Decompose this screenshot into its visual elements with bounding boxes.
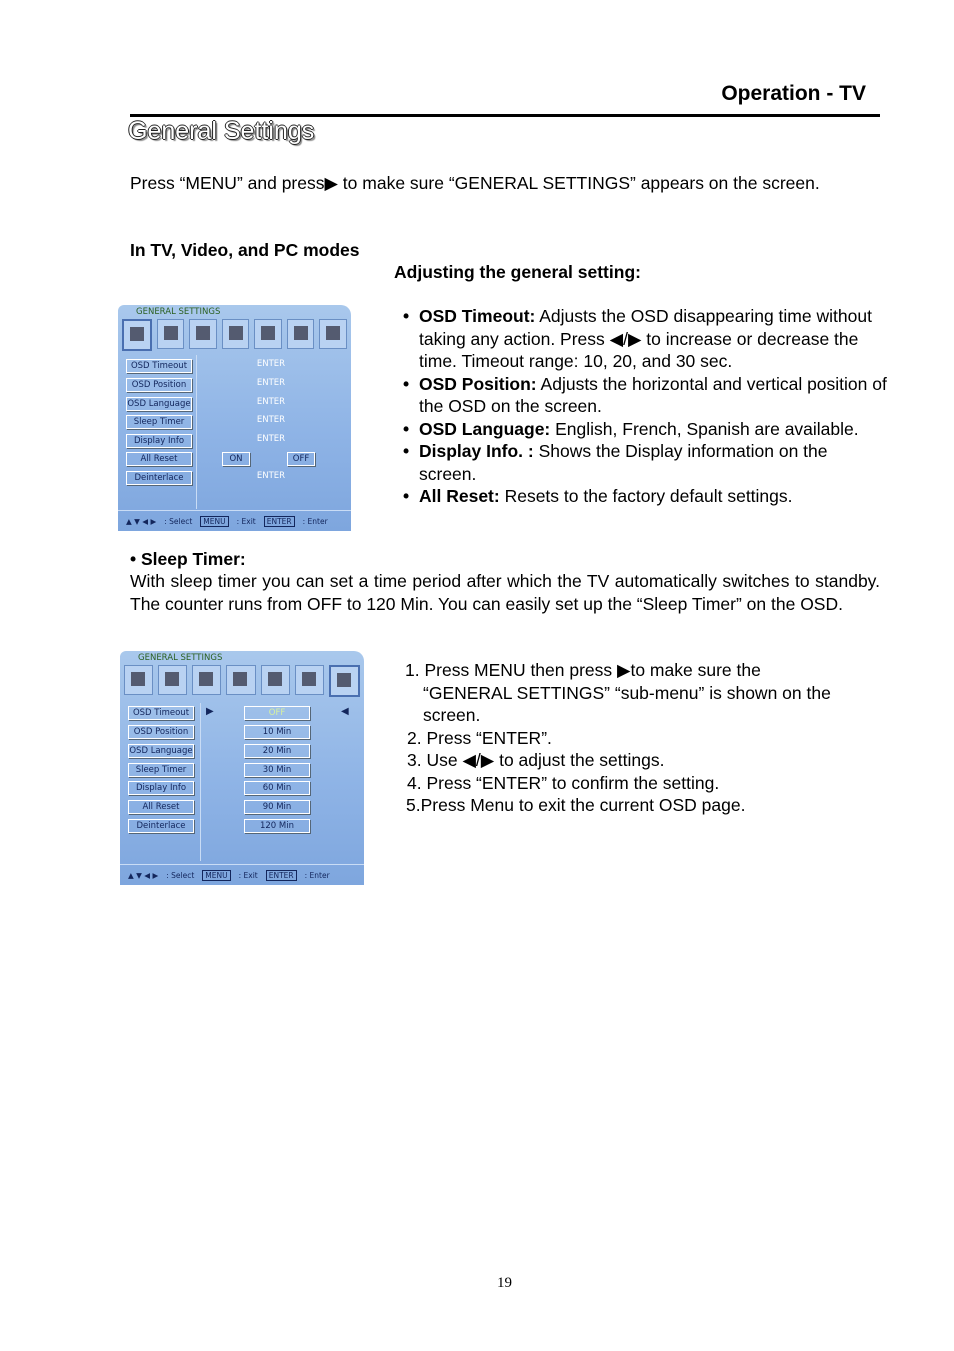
nav-arrows-icon: ▲ ▼ ◀ ▶ xyxy=(128,870,159,880)
osd-screenshot-sleep-timer xyxy=(120,651,364,885)
step-line: 2. Press “ENTER”. xyxy=(407,727,552,748)
enter-key: ENTER xyxy=(264,516,295,527)
right-arrow-icon: ▶ xyxy=(206,706,214,717)
osd-divider xyxy=(196,355,197,509)
sleep-timer-heading: • Sleep Timer: xyxy=(130,549,246,569)
section-title: Operation - TV xyxy=(721,82,866,105)
osd-menu-item: OSD Timeout xyxy=(126,359,192,373)
osd-header: GENERAL SETTINGS xyxy=(138,653,223,663)
osd-divider xyxy=(200,703,201,861)
osd-footer xyxy=(120,864,364,885)
speaker-icon xyxy=(192,665,221,695)
menu-key: MENU xyxy=(202,870,230,881)
osd-value: ENTER xyxy=(256,471,286,481)
osd-menu-item: Deinterlace xyxy=(126,471,192,485)
pen-icon xyxy=(319,319,347,349)
picture-icon xyxy=(158,665,187,695)
bullet-display-info: • Display Info. : Shows the Display information on the screen. xyxy=(403,441,828,484)
nav-arrows-icon: ▲ ▼ ◀ ▶ xyxy=(126,516,157,526)
settings-bullet-list xyxy=(397,305,887,508)
sleep-timer-paragraph: With sleep timer you can set a time period after which the TV automatically switches to standby. The counter runs from OFF to 120 Min. You can easily set up the “Sleep Timer” on the OSD. xyxy=(130,571,880,614)
picture-icon xyxy=(157,319,185,349)
osd-option: 30 Min xyxy=(244,763,310,777)
osd-off-box: OFF xyxy=(287,452,315,466)
tools-icon xyxy=(261,665,290,695)
window-icon xyxy=(222,319,250,349)
tv-icon xyxy=(122,319,152,351)
osd-option: 60 Min xyxy=(244,781,310,795)
osd-menu-item: All Reset xyxy=(126,452,192,466)
exit-hint: : Exit xyxy=(236,516,256,526)
step-line: screen. xyxy=(423,705,481,725)
osd-menu-item: OSD Language xyxy=(127,399,191,409)
pen-icon xyxy=(329,665,360,697)
enter-hint: : Enter xyxy=(302,516,328,526)
osd-icon-bar xyxy=(124,665,360,701)
osd-option: 120 Min xyxy=(244,819,310,833)
osd-on-box: ON xyxy=(222,452,250,466)
left-arrow-icon: ◀ xyxy=(341,706,349,717)
page-title: General Settings xyxy=(128,117,315,145)
page-number: 19 xyxy=(497,1275,512,1291)
osd-footer xyxy=(118,510,351,531)
osd-menu-item: All Reset xyxy=(128,800,194,814)
osd-menu-item: Sleep Timer xyxy=(128,763,194,777)
bullet-osd-language: • OSD Language: English, French, Spanish are available. xyxy=(403,418,859,439)
osd-option: 90 Min xyxy=(244,800,310,814)
step-line: 5.Press Menu to exit the current OSD page. xyxy=(406,795,746,815)
osd-menu-item: OSD Position xyxy=(126,378,192,392)
lock-icon xyxy=(295,665,324,695)
section-header xyxy=(130,82,880,117)
osd-value: ENTER xyxy=(256,415,286,425)
enter-hint: : Enter xyxy=(304,870,330,880)
osd-value: ENTER xyxy=(256,378,286,388)
tv-icon xyxy=(124,665,153,695)
steps-list xyxy=(405,659,885,817)
window-icon xyxy=(226,665,255,695)
osd-icon-bar xyxy=(122,319,347,355)
step-line: 1. Press MENU then press ▶to make sure the xyxy=(405,660,761,680)
modes-heading: In TV, Video, and PC modes xyxy=(130,240,360,260)
adjust-heading: Adjusting the general setting: xyxy=(394,262,641,282)
osd-menu-item: OSD Language xyxy=(129,746,193,756)
osd-menu-item: OSD Position xyxy=(128,725,194,739)
intro-paragraph: Press “MENU” and press▶ to make sure “GENERAL SETTINGS” appears on the screen. xyxy=(130,173,820,193)
osd-value: ENTER xyxy=(256,397,286,407)
enter-key: ENTER xyxy=(266,870,297,881)
speaker-icon xyxy=(189,319,217,349)
osd-header: GENERAL SETTINGS xyxy=(136,307,221,317)
step-line: “GENERAL SETTINGS” “sub-menu” is shown on the xyxy=(423,682,831,703)
step-line: 3. Use ◀/▶ to adjust the settings. xyxy=(407,750,665,770)
osd-screenshot-general-settings xyxy=(118,305,351,531)
osd-option: 10 Min xyxy=(244,725,310,739)
osd-menu-item: Deinterlace xyxy=(128,819,194,833)
exit-hint: : Exit xyxy=(238,870,258,880)
menu-key: MENU xyxy=(200,516,228,527)
osd-option: 20 Min xyxy=(244,744,310,758)
step-line: 4. Press “ENTER” to confirm the setting. xyxy=(407,772,720,793)
bullet-osd-timeout: • OSD Timeout: Adjusts the OSD disappearing time without taking any action. Press ◀/▶ to increase or decrease the time. Timeout range: 10, 20, and 30 sec. xyxy=(403,306,872,371)
osd-menu-item: Display Info xyxy=(128,781,194,795)
tools-icon xyxy=(254,319,282,349)
select-hint: : Select xyxy=(164,516,193,526)
select-hint: : Select xyxy=(166,870,195,880)
osd-value: ENTER xyxy=(256,434,286,444)
osd-option-selected: OFF xyxy=(244,706,310,720)
osd-menu-item: Display Info xyxy=(126,434,192,448)
bullet-all-reset: • All Reset: Resets to the factory default settings. xyxy=(403,486,793,506)
bullet-osd-position: • OSD Position: Adjusts the horizontal and vertical position of the OSD on the screen. xyxy=(403,373,887,416)
lock-icon xyxy=(287,319,315,349)
osd-menu-item: Sleep Timer xyxy=(126,415,192,429)
osd-value: ENTER xyxy=(256,359,286,369)
osd-menu-item: OSD Timeout xyxy=(128,706,194,720)
